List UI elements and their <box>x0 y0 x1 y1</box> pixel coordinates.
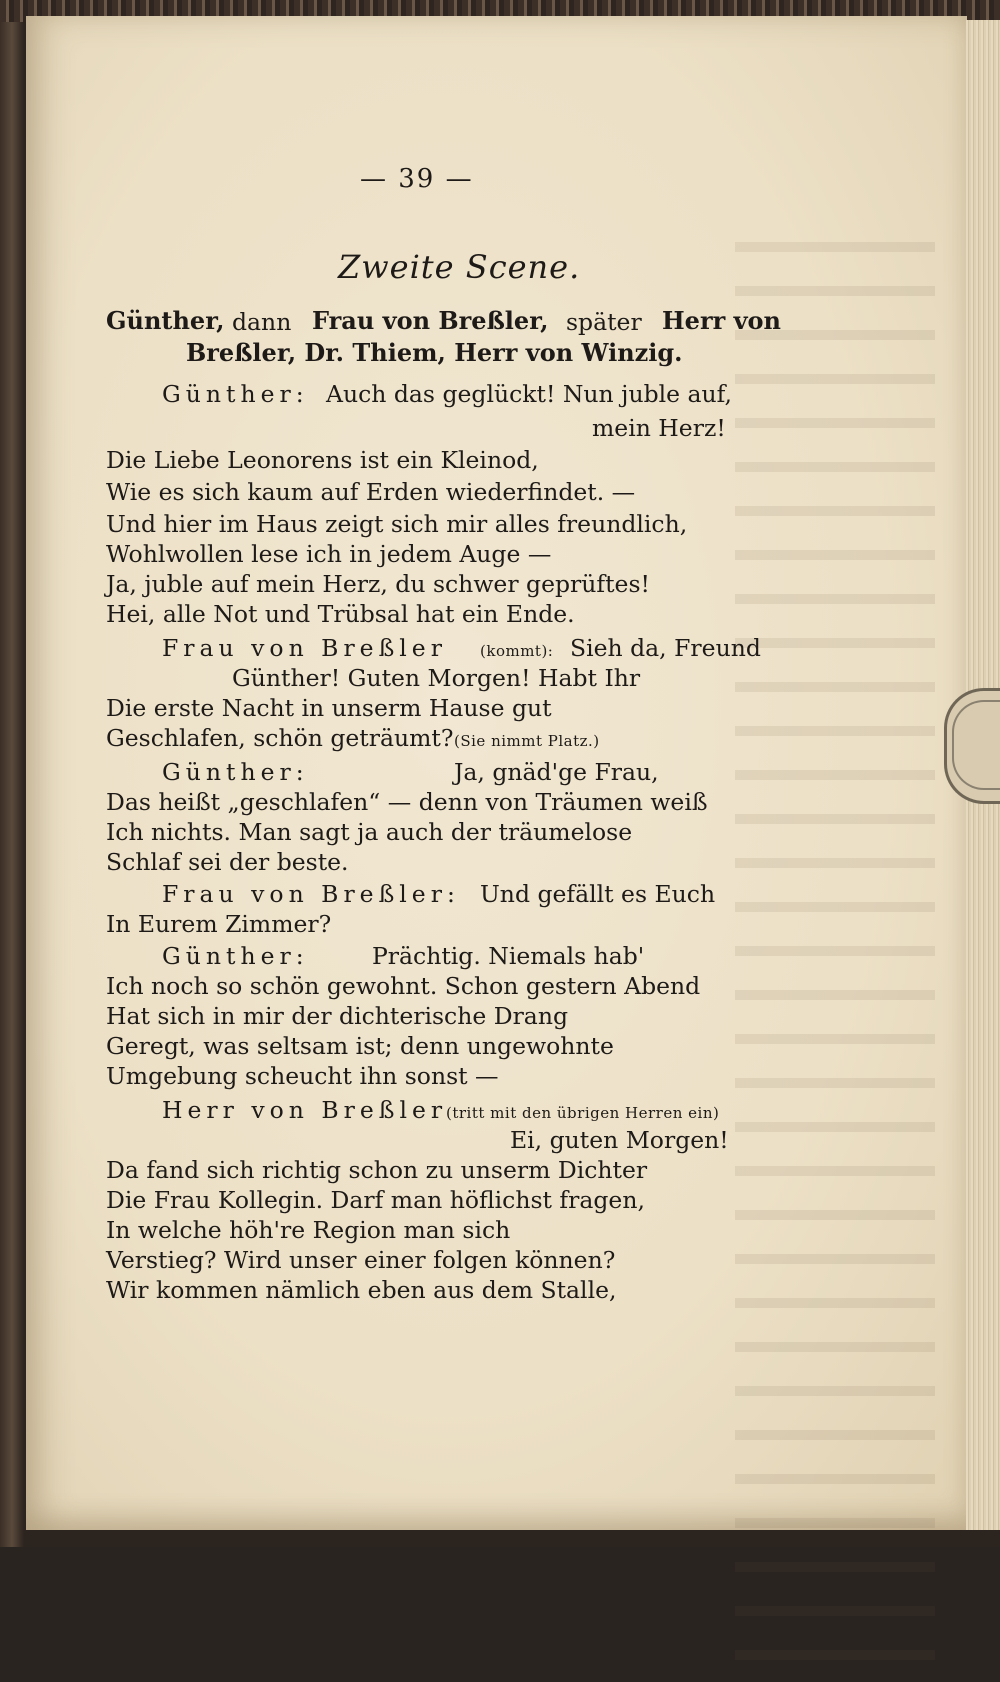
cast-line-1-later: später <box>566 308 642 336</box>
speaker-label: Günther: <box>162 380 309 408</box>
verse-line: Auch das geglückt! Nun juble auf, <box>326 380 732 408</box>
verse-line: Ja, juble auf mein Herz, du schwer geprüftes! <box>106 570 650 598</box>
verse-line: Wohlwollen lese ich in jedem Auge — <box>106 540 552 568</box>
stage-direction: (kommt): <box>480 642 554 660</box>
verse-line: Und hier im Haus zeigt sich mir alles freundlich, <box>106 510 688 538</box>
verse-line: Geschlafen, schön geträumt? <box>106 724 454 752</box>
verse-line: Wir kommen nämlich eben aus dem Stalle, <box>106 1276 617 1304</box>
verse-line: Die erste Nacht in unserm Hause gut <box>106 694 552 722</box>
verse-line: Ich noch so schön gewohnt. Schon gestern Abend <box>106 972 701 1000</box>
verse-line: Und gefällt es Euch <box>480 880 716 908</box>
stage-direction: (tritt mit den übrigen Herren ein) <box>446 1104 720 1122</box>
verse-line: Da fand sich richtig schon zu unserm Dichter <box>106 1156 648 1184</box>
thumb-tab-inner <box>952 700 1000 790</box>
verse-line: Schlaf sei der beste. <box>106 848 349 876</box>
verse-line: In Eurem Zimmer? <box>106 910 332 938</box>
cast-line-1-role-2: Herr von <box>662 306 781 335</box>
verse-line: Prächtig. Niemals hab' <box>372 942 645 970</box>
verse-line: Günther! Guten Morgen! Habt Ihr <box>232 664 641 692</box>
verse-line: Hei, alle Not und Trübsal hat ein Ende. <box>106 600 575 628</box>
speaker-label: Herr von Breßler <box>162 1096 448 1124</box>
verse-line: Die Liebe Leonorens ist ein Kleinod, <box>106 446 539 474</box>
verse-line: Wie es sich kaum auf Erden wiederfindet. — <box>106 478 636 506</box>
verse-line: Die Frau Kollegin. Darf man höflichst fragen, <box>106 1186 645 1214</box>
verse-line: Umgebung scheucht ihn sonst — <box>106 1062 499 1090</box>
speaker-label: Frau von Breßler: <box>162 880 460 908</box>
verse-line: mein Herz! <box>592 414 726 442</box>
verse-line: Sieh da, Freund <box>570 634 761 662</box>
verse-line: Verstieg? Wird unser einer folgen können? <box>106 1246 616 1274</box>
verse-line: Hat sich in mir der dichterische Drang <box>106 1002 568 1030</box>
verse-line: Ich nichts. Man sagt ja auch der träumelose <box>106 818 633 846</box>
speaker-label: Günther: <box>162 758 309 786</box>
speaker-label: Günther: <box>162 942 309 970</box>
stage-direction: (Sie nimmt Platz.) <box>454 732 600 750</box>
cast-line-2: Breßler, Dr. Thiem, Herr von Winzig. <box>186 338 683 367</box>
cast-line-1-name: Günther, <box>106 306 225 335</box>
cast-line-1-role: Frau von Breßler, <box>312 306 549 335</box>
speaker-label: Frau von Breßler <box>162 634 447 662</box>
scene-title: Zweite Scene. <box>338 248 581 286</box>
verse-line: Geregt, was seltsam ist; denn ungewohnte <box>106 1032 614 1060</box>
verse-line: Ja, gnäd'ge Frau, <box>454 758 659 786</box>
page-number: — 39 — <box>360 164 474 194</box>
verse-line: Ei, guten Morgen! <box>510 1126 729 1154</box>
verse-line: Das heißt „geschlafen“ — denn von Träumen weiß <box>106 788 708 816</box>
cast-line-1-word: dann <box>232 308 292 336</box>
verse-line: In welche höh're Region man sich <box>106 1216 511 1244</box>
